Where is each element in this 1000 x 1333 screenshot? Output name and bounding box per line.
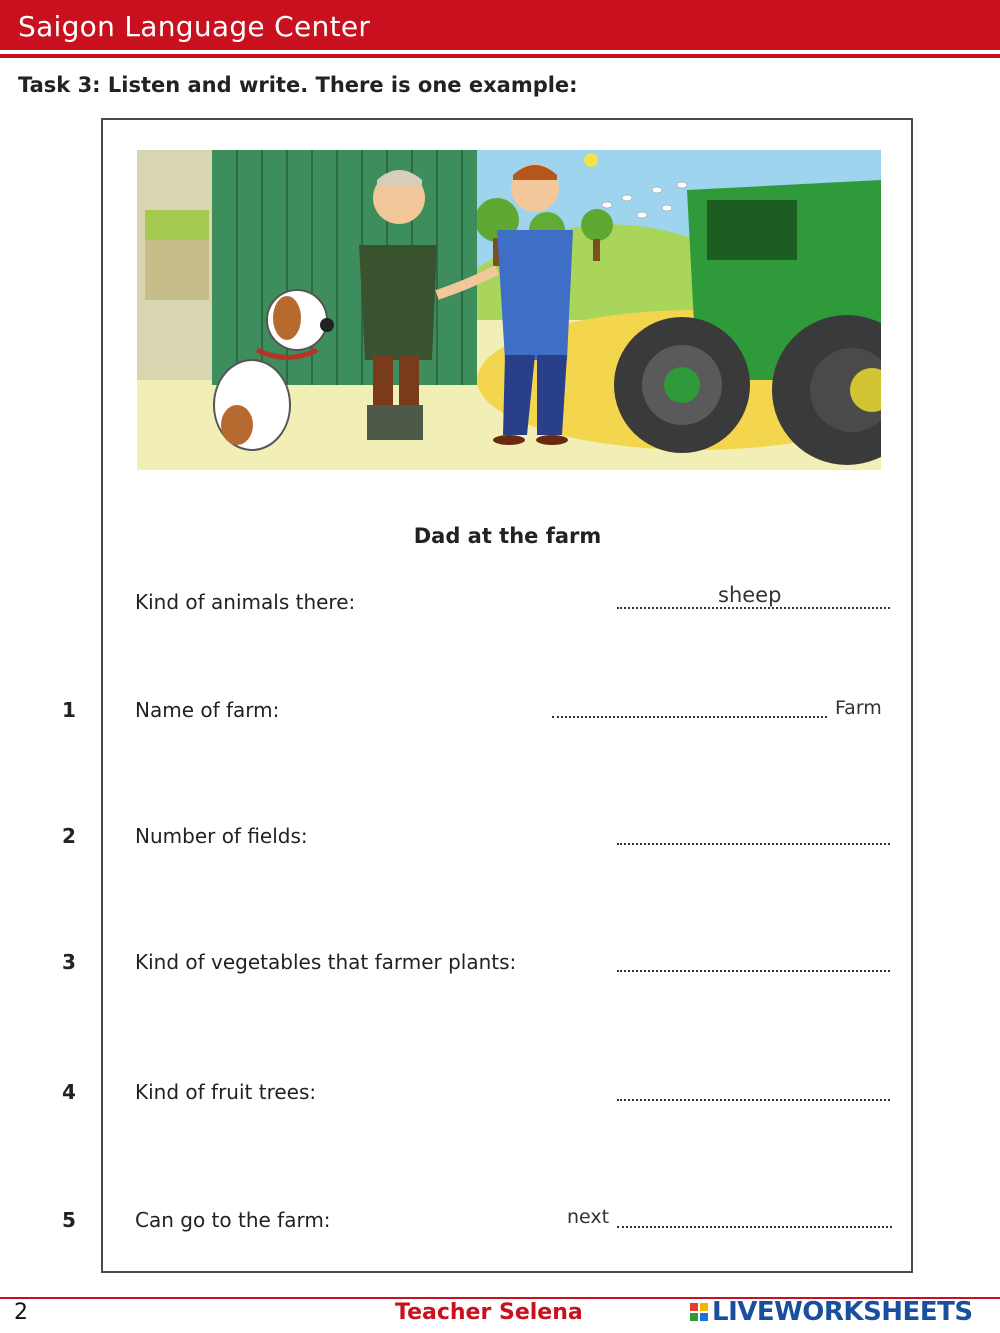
question-label-5: Can go to the farm: [135,1208,331,1232]
answer-line-3[interactable] [617,970,890,972]
answer-line-5[interactable] [617,1226,892,1228]
teacher-name: Teacher Selena [395,1300,583,1325]
question-number-5: 5 [62,1208,76,1232]
question-number-4: 4 [62,1080,76,1104]
example-answer: sheep [718,583,782,607]
question-number-2: 2 [62,824,76,848]
answer-line-2[interactable] [617,843,890,845]
page-number: 2 [14,1300,28,1325]
farm-illustration [137,150,881,470]
question-label-2: Number of fields: [135,824,308,848]
liveworksheets-logo[interactable] [690,1297,973,1327]
question-number-3: 3 [62,950,76,974]
answer-line-1[interactable] [552,716,827,718]
answer-suffix-1: Farm [835,697,882,719]
header-divider [0,54,1000,58]
liveworksheets-logo-text: LIVEWORKSHEETS [712,1297,973,1327]
task-instruction: Task 3: Listen and write. There is one example: [18,73,578,97]
question-label-1: Name of farm: [135,698,280,722]
example-answer-line [617,607,890,609]
example-label: Kind of animals there: [135,590,356,614]
answer-line-4[interactable] [617,1099,890,1101]
liveworksheets-grid-icon [690,1303,708,1321]
worksheet-title: Dad at the farm [413,524,602,548]
question-label-3: Kind of vegetables that farmer plants: [135,950,517,974]
question-number-1: 1 [62,698,76,722]
question-label-4: Kind of fruit trees: [135,1080,317,1104]
answer-prefix-5: next [567,1206,610,1228]
header-title: Saigon Language Center [18,10,371,43]
